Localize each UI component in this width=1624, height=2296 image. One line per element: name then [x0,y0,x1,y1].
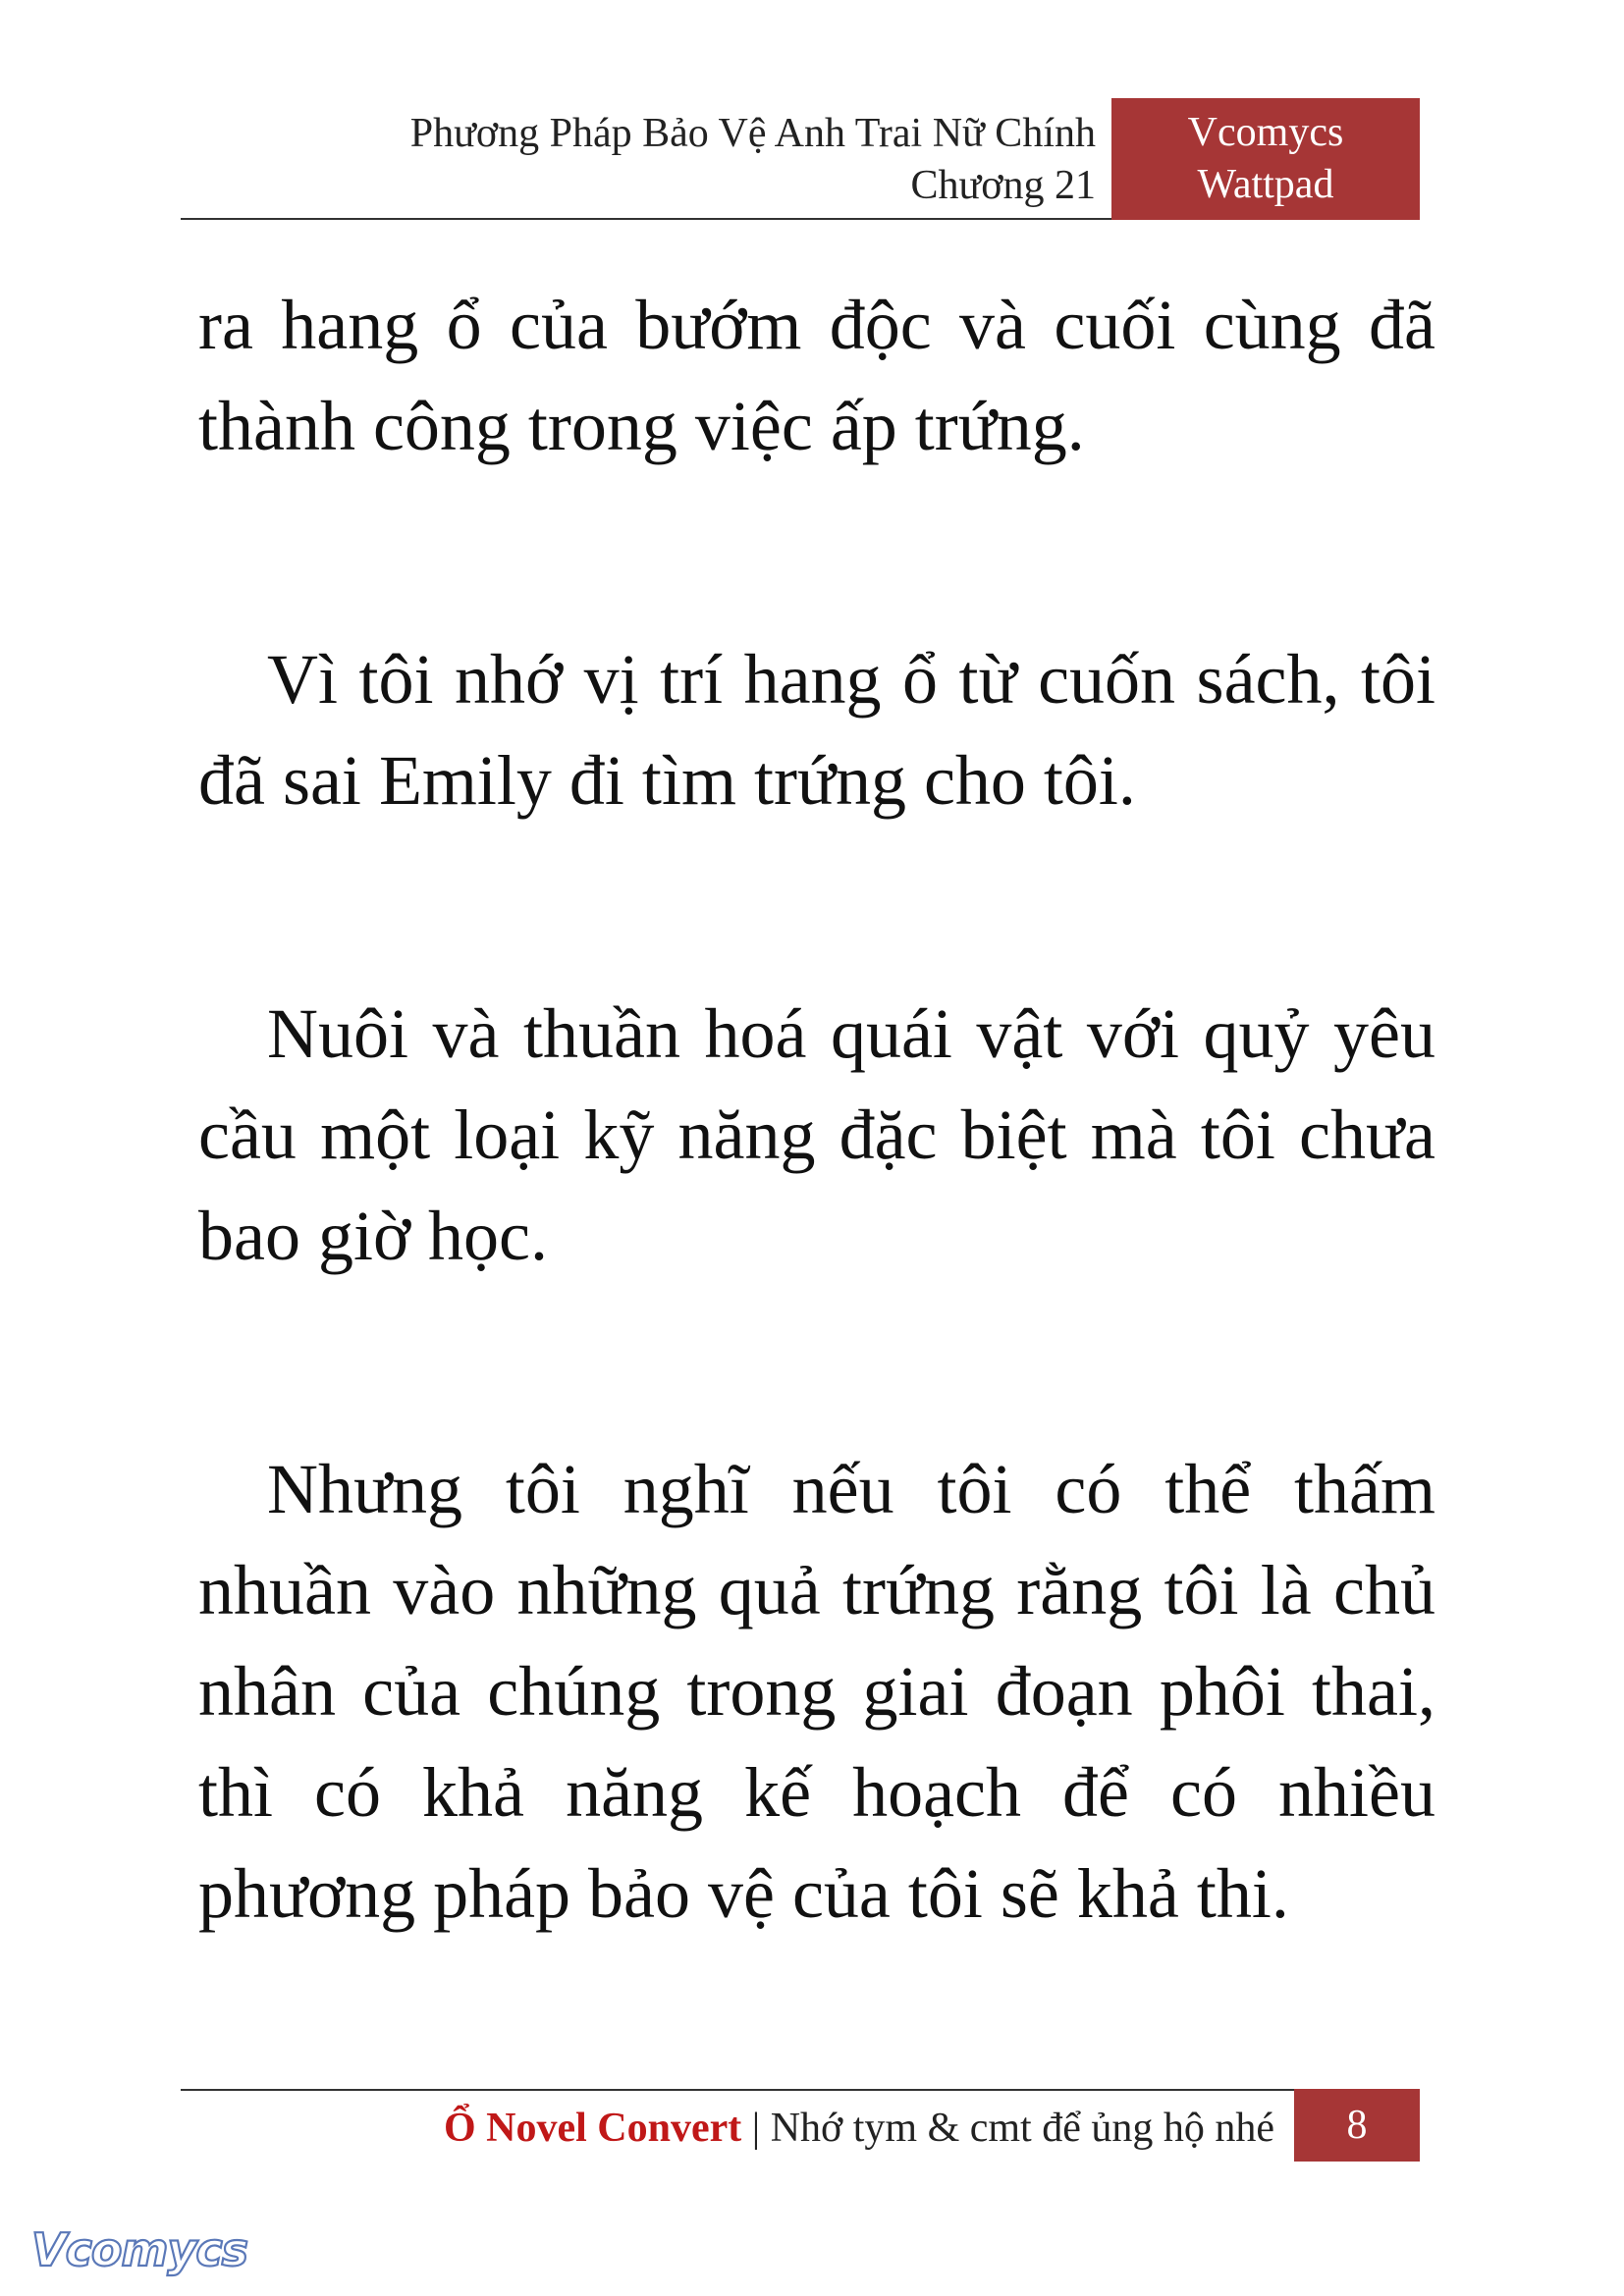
footer-separator: | [741,2106,771,2151]
source-name: Vcomycs [1187,110,1344,155]
header-title [410,108,1096,212]
header-divider [181,218,1111,220]
paragraph-3: Nuôi và thuần hoá quái vật với quỷ yêu cầu một loại kỹ năng đặc biệt mà tôi chưa bao giờ học. [198,994,1435,1275]
source-platform: Wattpad [1197,162,1334,207]
paragraph-4: Nhưng tôi nghĩ nếu tôi có thể thấm nhuần vào những quả trứng rằng tôi là chủ nhân của chúng trong giai đoạn phôi thai, thì có khả năng kế hoạch để có nhiều phương pháp bảo vệ của tôi sẽ khả thi. [198,1450,1435,1933]
page-header [181,98,1420,220]
paragraph-spacer [198,477,1435,629]
footer-message: Nhớ tym & cmt để ủng hộ nhé [770,2106,1274,2151]
footer-divider [181,2089,1294,2091]
paragraph-1: ra hang ổ của bướm độc và cuối cùng đã thành công trong việc ấp trứng. [198,286,1435,465]
header-source-badge [1111,98,1420,220]
page-footer [181,2089,1420,2162]
watermark-logo-text: Vcomycs [31,2223,248,2276]
vcomycs-watermark-logo [27,2216,253,2285]
paragraph-2: Vì tôi nhớ vị trí hang ổ từ cuốn sách, tôi đã sai Emily đi tìm trứng cho tôi. [198,640,1435,820]
page-number: 8 [1294,2089,1420,2162]
book-title: Phương Pháp Bảo Vệ Anh Trai Nữ Chính [409,111,1096,156]
footer-brand: Ổ Novel Convert [443,2106,742,2151]
paragraph-spacer [198,831,1435,984]
paragraph-spacer [198,1287,1435,1439]
chapter-label: Chương 21 [910,163,1096,208]
footer-note [444,2101,1274,2156]
page-content [198,275,1435,1945]
